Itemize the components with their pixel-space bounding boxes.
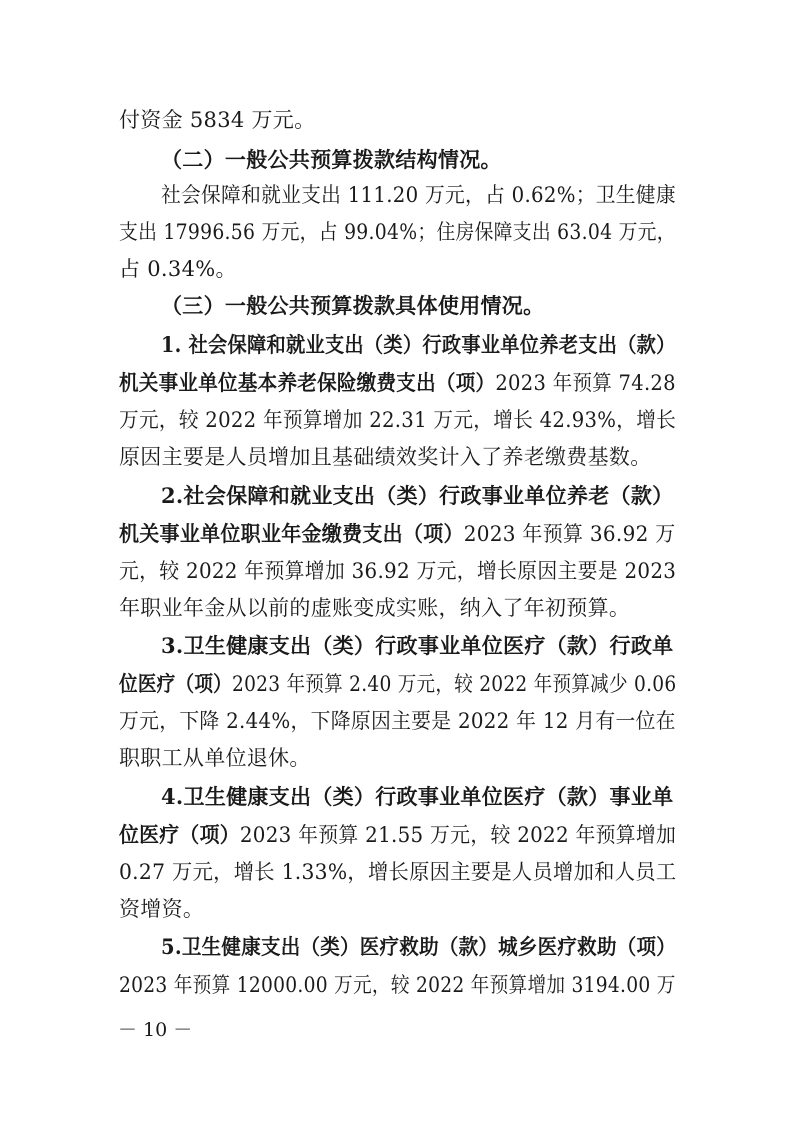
body-text-span: 2023 年预算 2.40 万元，较 2022 年预算减少 0.06 [231,672,677,696]
body-text-line: 付资金 5834 万元。 [119,108,316,132]
body-text-line [119,369,676,397]
item-heading: 1. 社会保障和就业支出（类）行政事业单位养老支出（款） [161,332,676,357]
item-subheading: 位医疗（项） [119,822,240,847]
body-text-line: 占 0.34%。 [119,257,237,281]
body-text-span: 2023 年预算 21.55 万元，较 2022 年预算增加 [239,823,677,847]
item-subheading: 机关事业单位职业年金缴费支出（项） [119,521,464,546]
item-heading: 2.社会保障和就业支出（类）行政事业单位养老（款） [161,483,674,508]
body-text-line: 社会保障和就业支出 111.20 万元，占 0.62%；卫生健康 [161,183,676,207]
body-text-line: 资增资。 [119,897,205,921]
body-text-line: 元，较 2022 年预算增加 36.92 万元，增长原因主要是 2023 [119,559,677,583]
body-text-line: 万元，较 2022 年预算增加 22.31 万元，增长 42.93%，增长 [119,408,677,432]
body-text-line: 2023 年预算 12000.00 万元，较 2022 年预算增加 3194.00 万 [119,973,676,997]
body-text-span: 2023 年预算 74.28 [495,371,676,395]
item-subheading: 位医疗（项） [119,671,232,696]
item-heading: 5.卫生健康支出（类）医疗救助（款）城乡医疗救助（项） [161,934,677,959]
item-subheading: 机关事业单位基本养老保险缴费支出（项） [119,370,496,395]
body-text-line: 职职工从单位退休。 [119,746,311,770]
body-text-line: 原因主要是人员增加且基础绩效奖计入了养老缴费基数。 [119,445,652,469]
section-heading: （二）一般公共预算拨款结构情况。 [161,147,502,172]
page-number: － 10 － [118,1019,193,1041]
body-text-line [119,821,676,849]
body-text-line [119,520,676,548]
item-heading: 4.卫生健康支出（类）行政事业单位医疗（款）事业单 [161,784,674,809]
body-text-span: 2023 年预算 36.92 万 [463,522,676,546]
section-heading: （三）一般公共预算拨款具体使用情况。 [161,293,545,318]
body-text-line: 万元，下降 2.44%，下降原因主要是 2022 年 12 月有一位在 [119,709,676,733]
body-text-line: 0.27 万元，增长 1.33%，增长原因主要是人员增加和人员工 [119,860,677,884]
body-text-line: 支出 17996.56 万元，占 99.04%；住房保障支出 63.04 万元， [119,220,676,244]
body-text-line: 年职业年金从以前的虚账变成实账，纳入了年初预算。 [119,596,631,620]
item-heading: 3.卫生健康支出（类）行政事业单位医疗（款）行政单 [161,633,674,658]
body-text-line [119,670,676,698]
